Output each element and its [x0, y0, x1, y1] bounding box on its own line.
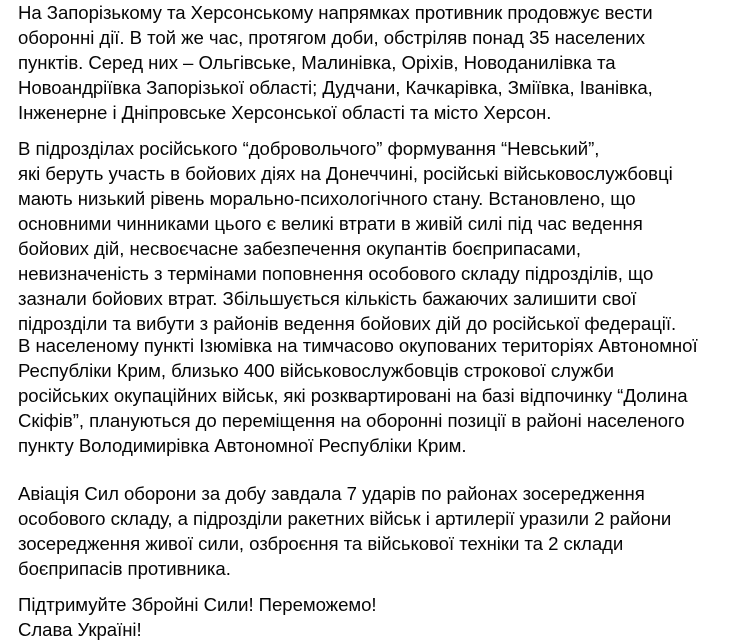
text-line: Підтримуйте Збройні Сили! Переможемо!: [18, 594, 377, 615]
text-line: бойових дій, несвоєчасне забезпечення окупантів боєприпасами,: [18, 238, 581, 259]
text-line: які беруть участь в бойових діях на Донеччині, російські військовослужбовці: [18, 163, 673, 184]
text-line: пунктів. Серед них – Ольгівське, Малинівка, Оріхів, Новоданилівка та: [18, 52, 616, 73]
text-line: Новоандріївка Запорізької області; Дудчани, Качкарівка, Зміївка, Іванівка,: [18, 77, 653, 98]
text-line: мають низький рівень морально-психологічного стану. Встановлено, що: [18, 188, 636, 209]
text-line: зосередження живої сили, озброєння та військової техніки та 2 склади: [18, 533, 624, 554]
text-line: Слава Україні!: [18, 619, 142, 640]
text-line: зазнали бойових втрат. Збільшується кількість бажаючих залишити свої: [18, 288, 637, 309]
text-line: Авіація Сил оборони за добу завдала 7 ударів по районах зосередження: [18, 483, 645, 504]
text-line: невизначеність з термінами поповнення особового складу підрозділів, що: [18, 263, 654, 284]
paragraph-crimea: [18, 333, 698, 458]
text-line: особового складу, а підрозділи ракетних військ і артилерії уразили 2 райони: [18, 508, 672, 529]
text-line: боєприпасів противника.: [18, 558, 231, 579]
text-line: російських окупаційних військ, які розквартировані на базі відпочинку “Долина: [18, 385, 688, 406]
text-line: Республіки Крим, близько 400 військовослужбовців строкової служби: [18, 360, 614, 381]
text-line: основними чинниками цього є великі втрати в живій силі під час ведення: [18, 213, 643, 234]
paragraph-front-summary: [18, 0, 653, 125]
text-line: Скіфів”, плануються до переміщення на оборонні позиції в районі населеного: [18, 410, 685, 431]
text-line: оборонні дії. В той же час, протягом доби, обстріляв понад 35 населених: [18, 27, 645, 48]
text-line: підрозділи та вибути з районів ведення бойових дій до російської федерації.: [18, 313, 677, 334]
text-line: В підрозділах російського “добровольчого” формування “Невський”,: [18, 138, 600, 159]
text-line: В населеному пункті Ізюмівка на тимчасово окупованих територіях Автономної: [18, 335, 698, 356]
paragraph-aviation-strikes: [18, 481, 671, 581]
text-line: пункту Володимирівка Автономної Республіки Крим.: [18, 435, 467, 456]
text-line: На Запорізькому та Херсонському напрямках противник продовжує вести: [18, 2, 653, 23]
paragraph-closing: [18, 592, 377, 642]
paragraph-nevsky-formation: [18, 136, 676, 336]
text-line: Інженерне і Дніпровське Херсонської області та місто Херсон.: [18, 102, 552, 123]
